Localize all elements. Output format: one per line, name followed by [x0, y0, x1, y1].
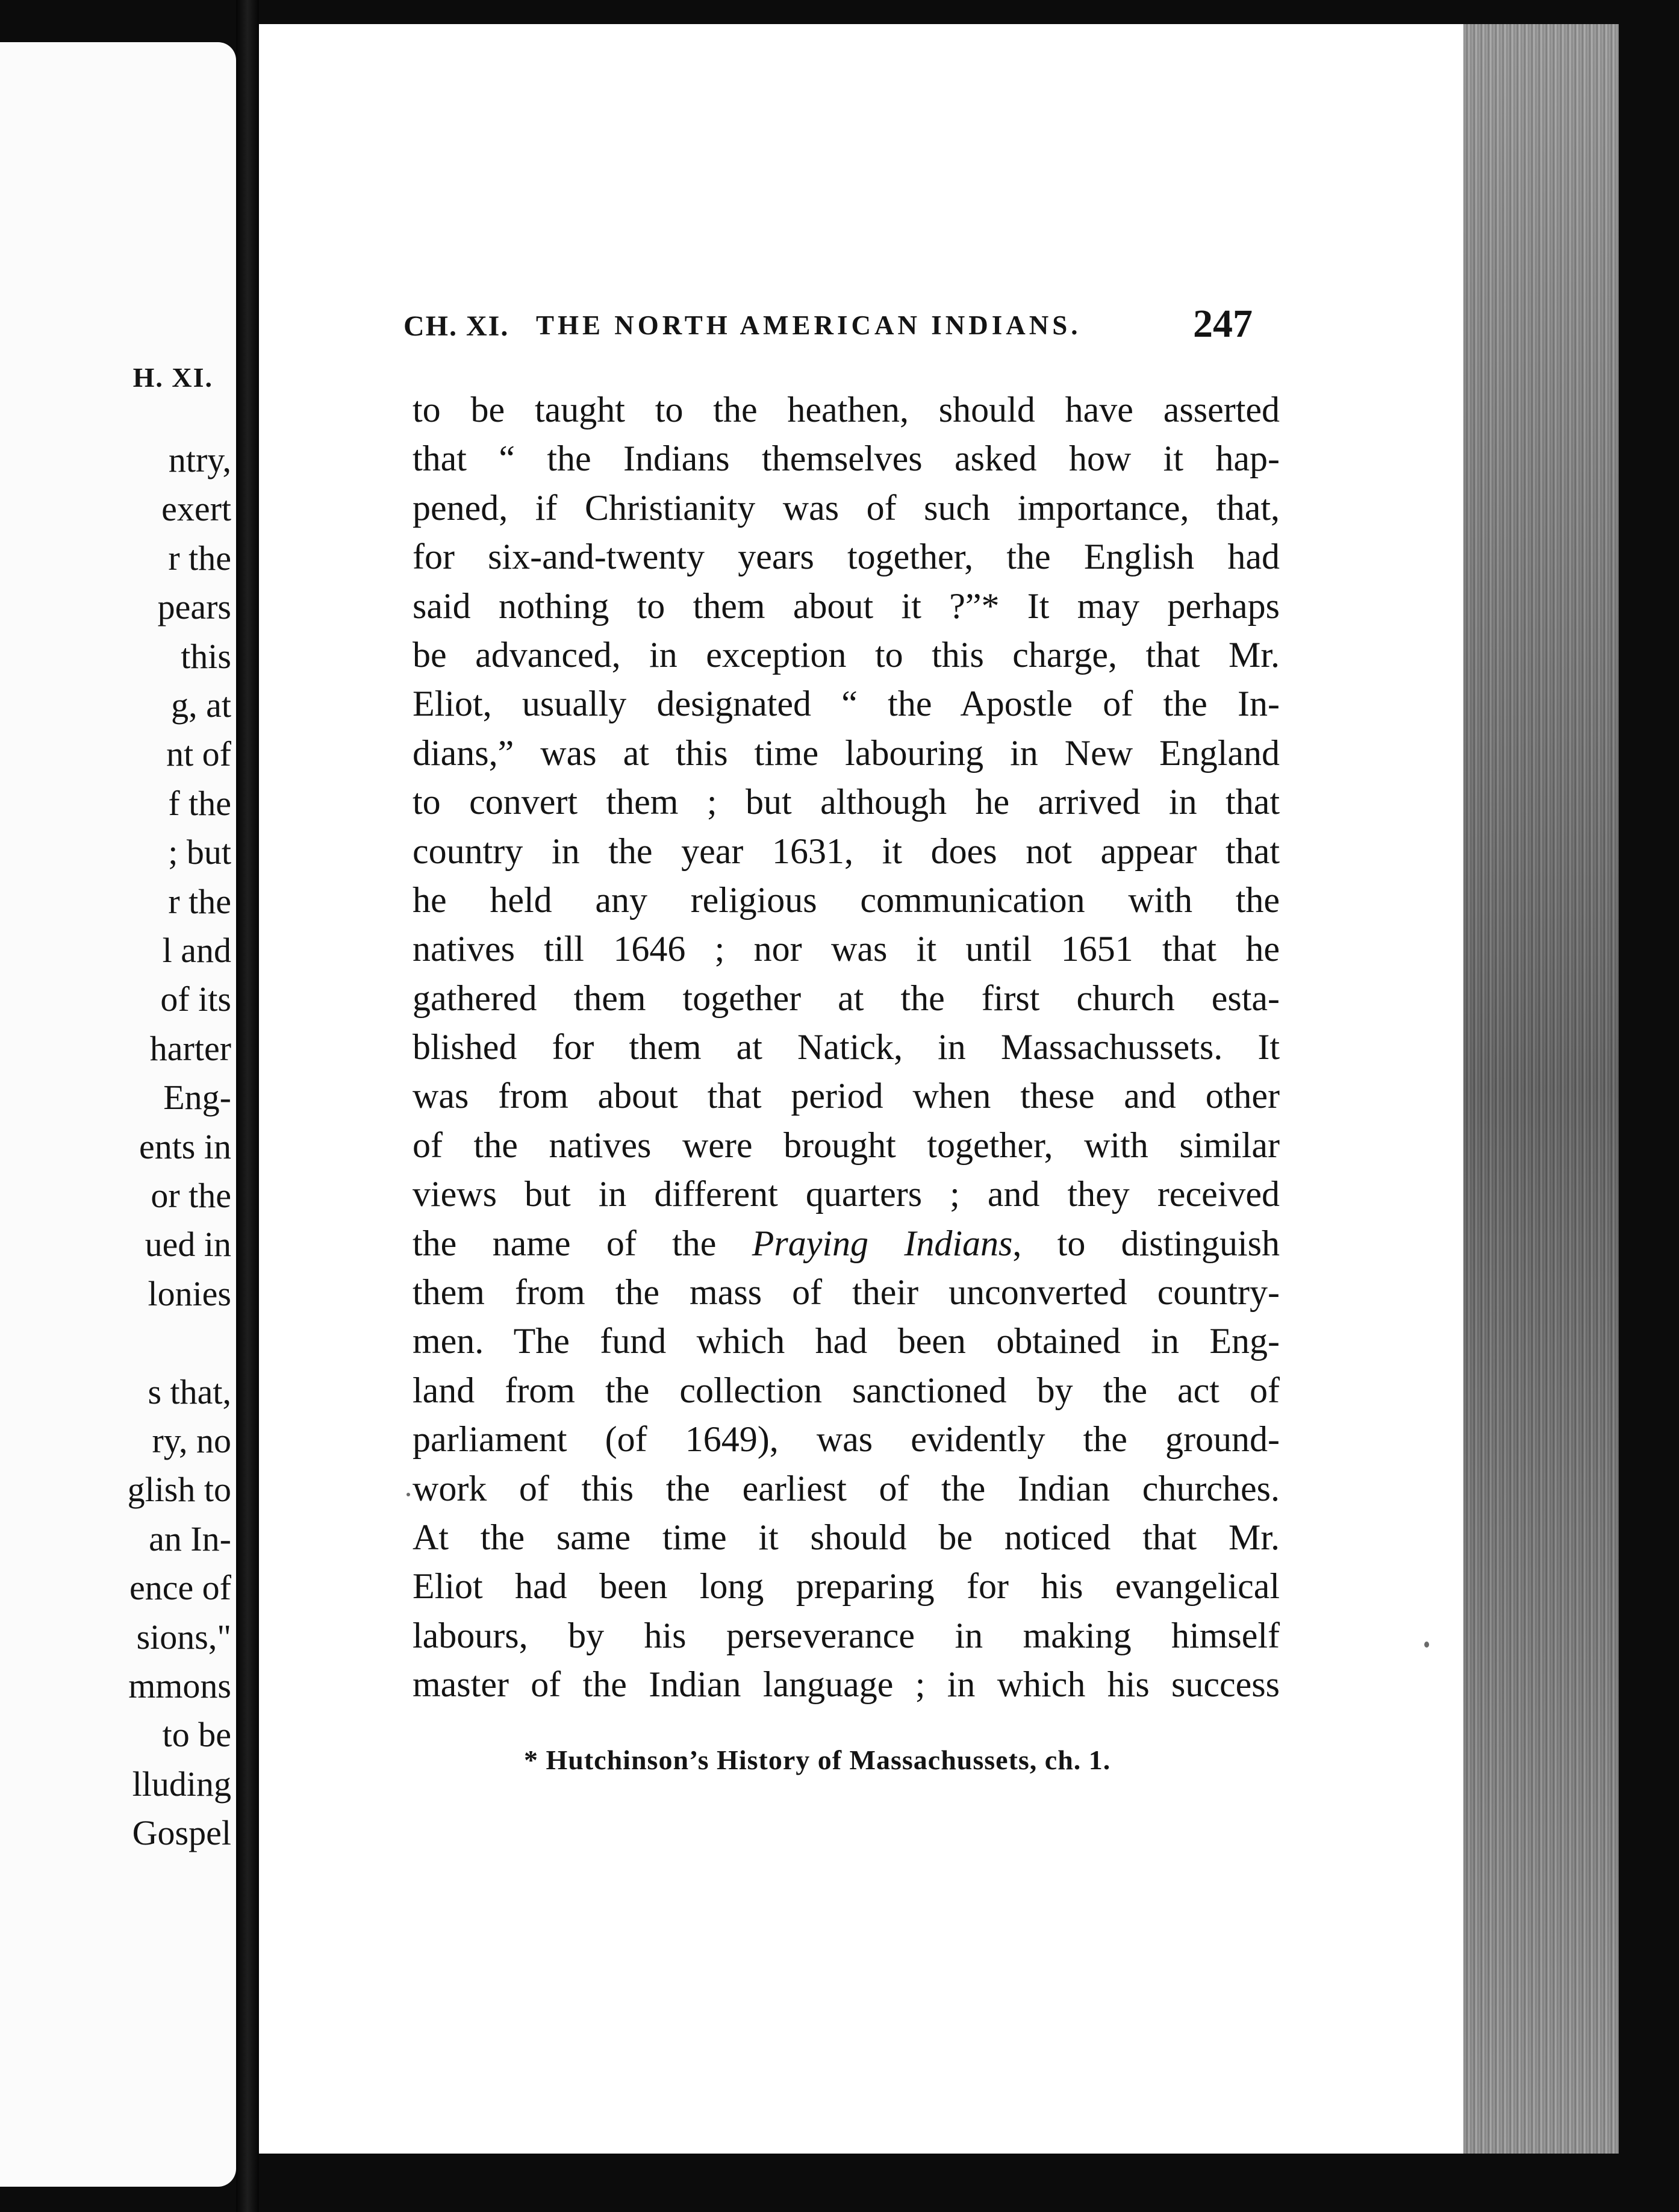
left-page-line: r the	[168, 538, 231, 578]
left-page-line: pears	[157, 587, 231, 627]
text-line: dians,” was at this time labouring in New England	[413, 733, 1280, 773]
left-page-line: Gospel	[132, 1813, 231, 1853]
text-line: gathered them together at the first church esta-	[413, 978, 1280, 1018]
print-speck	[407, 1493, 410, 1496]
text-line: for six-and-twenty years together, the English had	[413, 537, 1280, 577]
text-line: he held any religious communication with the	[413, 879, 1280, 920]
italic-term: Praying Indians	[752, 1223, 1013, 1263]
text-line: them from the mass of their unconverted country-	[413, 1272, 1280, 1313]
left-page-line: nt of	[166, 734, 231, 774]
text-line: Eliot had been long preparing for his evangelical	[413, 1566, 1280, 1607]
left-page	[0, 42, 236, 2187]
left-page-line: ; but	[168, 833, 231, 872]
left-page-line: f the	[168, 783, 231, 823]
left-page-line: lonies	[148, 1273, 231, 1313]
left-page-line: harter	[149, 1028, 231, 1068]
text-line: be advanced, in exception to this charge, that Mr.	[413, 634, 1280, 675]
text-line: men. The fund which had been obtained in Eng-	[413, 1321, 1280, 1361]
footnote: * Hutchinson’s History of Massachussets, ch. 1.	[524, 1745, 1111, 1775]
left-page-line: to be	[162, 1715, 231, 1755]
page-edge	[1463, 24, 1619, 2154]
text-line: master of the Indian language ; in which his success	[413, 1664, 1280, 1705]
text-line: At the same time it should be noticed that Mr.	[413, 1517, 1280, 1557]
book-gutter	[236, 0, 259, 2212]
left-page-line: ry, no	[152, 1421, 231, 1460]
text-line: said nothing to them about it ?”* It may perhaps	[413, 586, 1280, 626]
text-line: labours, by his perseverance in making himself	[413, 1615, 1280, 1655]
left-page-line: this	[181, 636, 231, 676]
left-page-line: ents in	[139, 1126, 231, 1166]
text-line: to convert them ; but although he arrived in that	[413, 782, 1280, 822]
text-line: work of this the earliest of the Indian churches.	[413, 1468, 1280, 1508]
left-page-line: mmons	[128, 1666, 231, 1705]
text-line: the name of the Praying Indians, to distinguish	[413, 1223, 1280, 1263]
text-line: blished for them at Natick, in Massachussets. It	[413, 1027, 1280, 1067]
running-title: THE NORTH AMERICAN INDIANS.	[536, 310, 1082, 340]
text-line: parliament (of 1649), was evidently the ground-	[413, 1419, 1280, 1460]
left-page-line: an In-	[149, 1519, 231, 1558]
left-page-line: ntry,	[168, 440, 231, 480]
left-page-line: ence of	[129, 1568, 231, 1608]
left-page-line: r the	[168, 881, 231, 921]
text-line: was from about that period when these and other	[413, 1076, 1280, 1116]
left-page-header: H. XI.	[132, 362, 213, 393]
left-page-line: exert	[161, 489, 231, 529]
text-line: country in the year 1631, it does not appear that	[413, 831, 1280, 871]
text-line: that “ the Indians themselves asked how it hap-	[413, 439, 1280, 479]
left-page-line: of its	[160, 979, 231, 1019]
body-text	[413, 386, 1280, 1710]
left-page-line: sions,"	[136, 1617, 231, 1657]
left-page-line: Eng-	[163, 1078, 231, 1117]
text-line: of the natives were brought together, with similar	[413, 1125, 1280, 1165]
left-page-line: s that,	[148, 1372, 231, 1411]
text-line: pened, if Christianity was of such importance, that,	[413, 487, 1280, 528]
text-line: Eliot, usually designated “ the Apostle of the In-	[413, 684, 1280, 724]
left-page-line: g, at	[171, 686, 231, 725]
left-page-line: glish to	[127, 1470, 231, 1510]
page-number: 247	[1193, 302, 1253, 346]
left-page-line: l and	[162, 931, 231, 970]
left-page-line: lluding	[132, 1764, 231, 1804]
running-header	[403, 301, 1253, 349]
text-line: views but in different quarters ; and they received	[413, 1174, 1280, 1214]
text-line: to be taught to the heathen, should have asserted	[413, 390, 1280, 430]
chapter-label: CH. XI.	[403, 310, 509, 342]
text-line: land from the collection sanctioned by the act of	[413, 1370, 1280, 1410]
text-line: natives till 1646 ; nor was it until 1651 that he	[413, 929, 1280, 969]
left-page-line: ued in	[145, 1225, 231, 1264]
print-speck	[1424, 1642, 1429, 1648]
left-page-line: or the	[151, 1176, 231, 1215]
